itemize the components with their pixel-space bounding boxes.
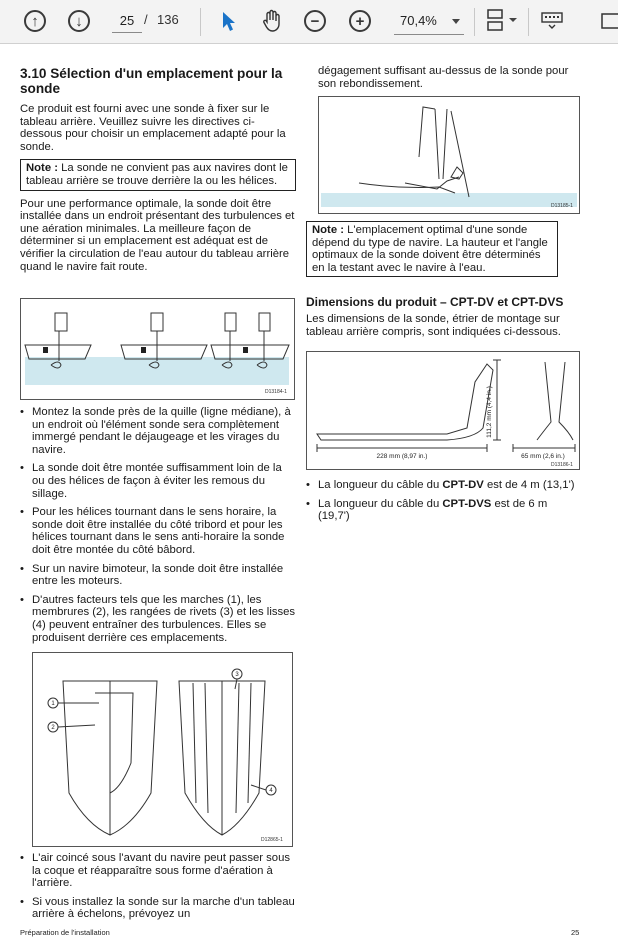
arrow-down-circle-icon: ↓ xyxy=(68,10,90,32)
note-text: L'emplacement optimal d'une sonde dépend du type de navire. La hauteur et l'angle optimaux de la sonde doivent être déterminés en la testant avec le navire à l'eau. xyxy=(312,224,548,274)
cable-lengths xyxy=(306,479,580,529)
prev-page-button[interactable] xyxy=(24,6,46,36)
callout-3: 3 xyxy=(235,672,239,678)
figure-hull-turbulence xyxy=(32,652,293,847)
minus-circle-icon: − xyxy=(304,10,326,32)
page-number-input[interactable] xyxy=(112,9,142,33)
intro-paragraph: Ce produit est fourni avec une sonde à fixer sur le tableau arrière. Veuillez suivre les directives ci-dessous pour choisir un emplacement adapté pour la sonde. xyxy=(20,103,286,153)
hull-diagram xyxy=(33,653,292,846)
dimensions-diagram xyxy=(307,352,579,469)
comment-button[interactable] xyxy=(596,6,618,36)
figure-code: D12865-1 xyxy=(261,837,283,843)
list-item: • La sonde doit être montée suffisamment loin de la ou des hélices de façon à éviter les remous du sillage. xyxy=(20,462,296,500)
select-tool-button[interactable] xyxy=(214,6,244,36)
list-item: • La longueur du câble du CPT-DVS est de 6 m (19,7') xyxy=(306,498,580,523)
footer-section-title: Préparation de l'installation xyxy=(20,928,110,937)
right-continued-text: dégagement suffisant au-dessus de la sonde pour son rebondissement. xyxy=(318,65,569,90)
list-item: • Sur un navire bimoteur, la sonde doit être installée entre les moteurs. xyxy=(20,563,296,588)
list-item: • Pour les hélices tournant dans le sens horaire, la sonde doit être installée du côté tribord et pour les hélices tournant dans le sens anti-horaire la sonde doit être montée du côté bâbord. xyxy=(20,506,296,556)
figure-code: D13186-1 xyxy=(551,462,573,468)
page-display-button[interactable] xyxy=(538,6,566,36)
zoom-value: 70,4% xyxy=(400,13,437,28)
note-label: Note : xyxy=(312,224,345,236)
keyboard-icon xyxy=(540,10,564,32)
footer-page-number: 25 xyxy=(571,928,580,937)
arrow-up-circle-icon: ↑ xyxy=(24,10,46,32)
fit-width-icon xyxy=(485,8,519,34)
dim-height-label: 111,2 mm (4,4 in.) xyxy=(486,386,493,438)
page-separator: / xyxy=(144,12,148,27)
list-item: • Si vous installez la sonde sur la marche d'un tableau arrière à échelons, prévoyez un xyxy=(20,896,296,921)
transom-diagram xyxy=(319,97,579,213)
cursor-pointer-icon xyxy=(220,10,238,32)
callout-2: 2 xyxy=(51,725,55,731)
dim-length-label: 228 mm (8,97 in.) xyxy=(376,453,428,460)
left-column xyxy=(20,66,296,273)
note-box xyxy=(20,159,296,190)
zoom-in-button[interactable] xyxy=(349,6,371,36)
zoom-select[interactable] xyxy=(394,7,464,35)
callout-1: 1 xyxy=(51,701,55,707)
figure-transducer-transom xyxy=(318,96,580,214)
figure-boats-propellers xyxy=(20,298,295,400)
performance-paragraph: Pour une performance optimale, la sonde doit être installée dans un endroit présentant des turbulences et une aération minimales. La meilleure façon de déterminer si un emplacement est adéquat est de vérifier la circulation de l'eau autour du tableau arrière quand le navire fait route. xyxy=(20,197,295,273)
toolbar-divider xyxy=(200,8,201,36)
toolbar-divider xyxy=(474,8,475,36)
dim-width-label: 65 mm (2,6 in.) xyxy=(521,453,565,460)
section-heading: 3.10 Sélection d'un emplacement pour la sonde xyxy=(20,66,283,96)
note-box xyxy=(306,221,558,277)
dimensions-section xyxy=(306,295,582,338)
bullet-list xyxy=(306,479,580,523)
figure-dimensions xyxy=(306,351,580,470)
hand-tool-button[interactable] xyxy=(256,6,288,36)
fit-page-button[interactable] xyxy=(484,6,520,36)
note-label: Note : xyxy=(26,162,59,175)
pdf-toolbar xyxy=(0,0,618,44)
list-item: • D'autres facteurs tels que les marches (1), les membrures (2), les rangées de rivets (3) et les lisses (4) peuvent entraîner des turbulences. Elles se produisent derrière ces emplacements. xyxy=(20,594,296,644)
left-bullets xyxy=(20,406,296,650)
list-item: • L'air coincé sous l'avant du navire peut passer sous la coque et réapparaître sous forme d'aération à l'arrière. xyxy=(20,852,296,890)
callout-4: 4 xyxy=(269,788,273,794)
chevron-down-icon xyxy=(452,19,460,24)
toolbar-divider xyxy=(528,8,529,36)
total-pages: 136 xyxy=(157,12,179,27)
next-page-button[interactable] xyxy=(68,6,90,36)
comment-icon xyxy=(596,10,618,32)
zoom-out-button[interactable] xyxy=(304,6,326,36)
figure-code: D13184-1 xyxy=(265,389,287,395)
pdf-page xyxy=(0,45,618,943)
dimensions-intro: Les dimensions de la sonde, étrier de montage sur tableau arrière compris, sont indiquées ci-dessous. xyxy=(306,313,561,338)
bullet-list xyxy=(20,852,296,921)
dimensions-heading: Dimensions du produit – CPT-DV et CPT-DVS xyxy=(306,295,564,309)
plus-circle-icon: + xyxy=(349,10,371,32)
figure-code: D13185-1 xyxy=(551,203,573,209)
list-item: • La longueur du câble du CPT-DV est de 4 m (13,1') xyxy=(306,479,580,492)
note-text: La sonde ne convient pas aux navires dont le tableau arrière se trouve derrière la ou les hélices. xyxy=(26,162,288,187)
hand-icon xyxy=(261,9,283,33)
list-item: • Montez la sonde près de la quille (ligne médiane), à un endroit où l'élément sonde sera complètement immergé pendant le déjaugeage et les virages du navire. xyxy=(20,406,296,456)
left-bullets-2 xyxy=(20,852,296,927)
boats-diagram xyxy=(21,299,294,399)
bullet-list xyxy=(20,406,296,644)
